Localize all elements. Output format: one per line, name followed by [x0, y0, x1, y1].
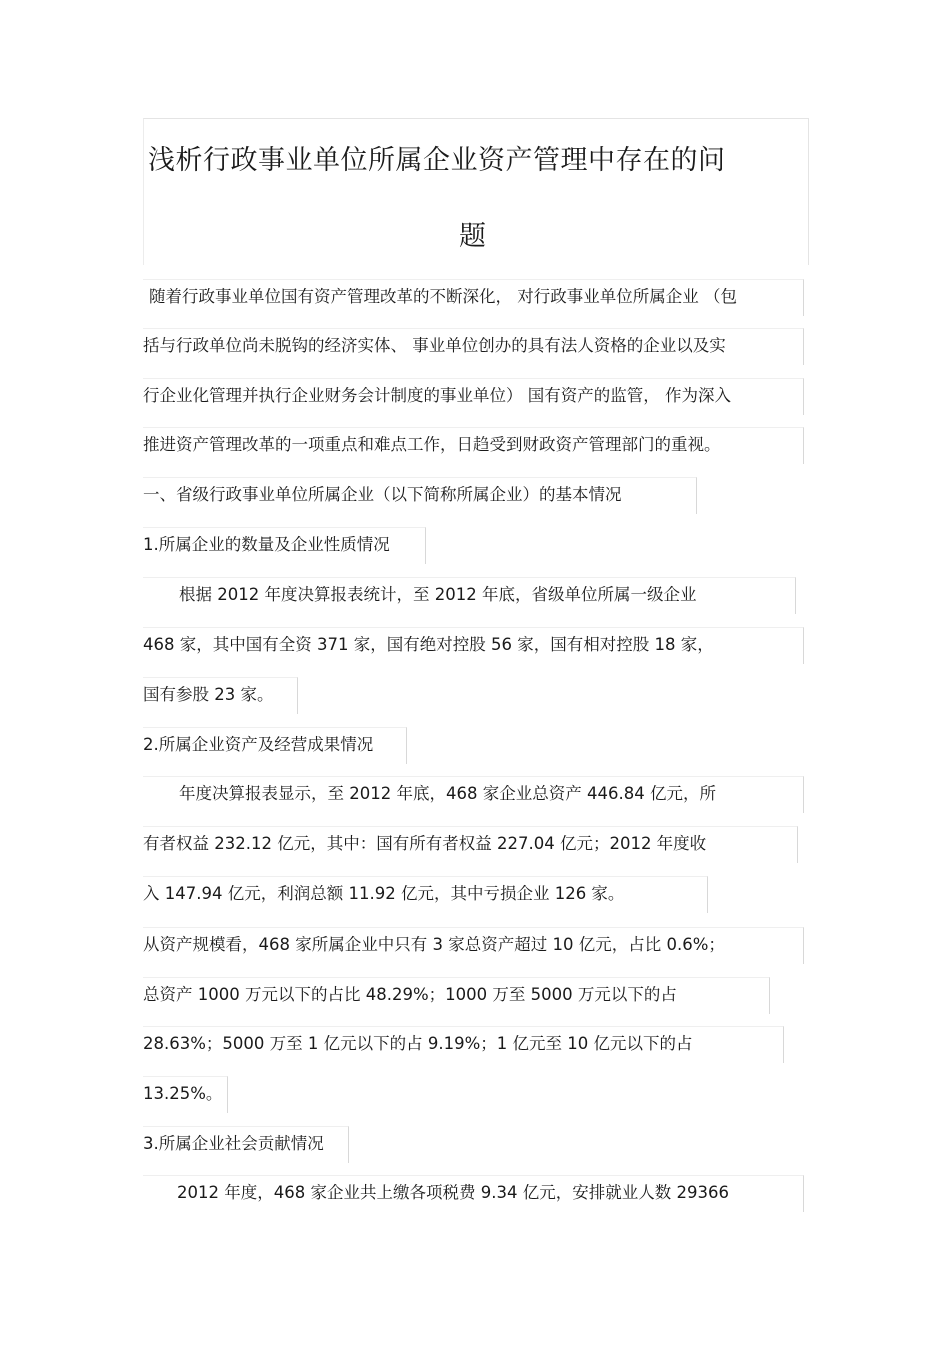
- intro-line-3: 行企业化管理并执行企业财务会计制度的事业单位） 国有资产的监管， 作为深入: [143, 378, 804, 415]
- document-title: 浅析行政事业单位所属企业资产管理中存在的问: [148, 145, 726, 176]
- paragraph-line: 468 家，其中国有全资 371 家，国有绝对控股 56 家，国有相对控股 18 家，: [143, 627, 804, 664]
- paragraph-line: 总资产 1000 万元以下的占比 48.29%；1000 万至 5000 万元以下的占: [143, 977, 770, 1014]
- paragraph-line: 2012 年度，468 家企业共上缴各项税费 9.34 亿元，安排就业人数 29366: [143, 1175, 804, 1212]
- paragraph-line: 根据 2012 年度决算报表统计，至 2012 年底，省级单位所属一级企业: [143, 577, 796, 614]
- paragraph-line: 13.25%。: [143, 1076, 228, 1113]
- subsection-heading: 2.所属企业资产及经营成果情况: [143, 727, 407, 764]
- paragraph-line: 从资产规模看，468 家所属企业中只有 3 家总资产超过 10 亿元，占比 0.6%；: [143, 927, 804, 964]
- paragraph-line: 国有参股 23 家。: [143, 677, 298, 714]
- paragraph-line: 有者权益 232.12 亿元，其中：国有所有者权益 227.04 亿元；2012 年度收: [143, 826, 798, 863]
- paragraph-line: 28.63%；5000 万至 1 亿元以下的占 9.19%；1 亿元至 10 亿元以下的占: [143, 1026, 784, 1063]
- section-heading: 一、省级行政事业单位所属企业（以下简称所属企业）的基本情况: [143, 477, 697, 514]
- intro-line-1: 随着行政事业单位国有资产管理改革的不断深化， 对行政事业单位所属企业 （包: [143, 279, 804, 316]
- subsection-heading: 3.所属企业社会贡献情况: [143, 1126, 349, 1163]
- intro-line-4: 推进资产管理改革的一项重点和难点工作，日趋受到财政资产管理部门的重视。: [143, 427, 804, 464]
- intro-line-2: 括与行政单位尚未脱钩的经济实体、 事业单位创办的具有法人资格的企业以及实: [143, 328, 804, 365]
- document-title-continued: 题: [459, 221, 486, 252]
- paragraph-line: 年度决算报表显示，至 2012 年底，468 家企业总资产 446.84 亿元，所: [143, 776, 804, 813]
- paragraph-line: 入 147.94 亿元，利润总额 11.92 亿元，其中亏损企业 126 家。: [143, 876, 708, 913]
- subsection-heading: 1.所属企业的数量及企业性质情况: [143, 527, 426, 564]
